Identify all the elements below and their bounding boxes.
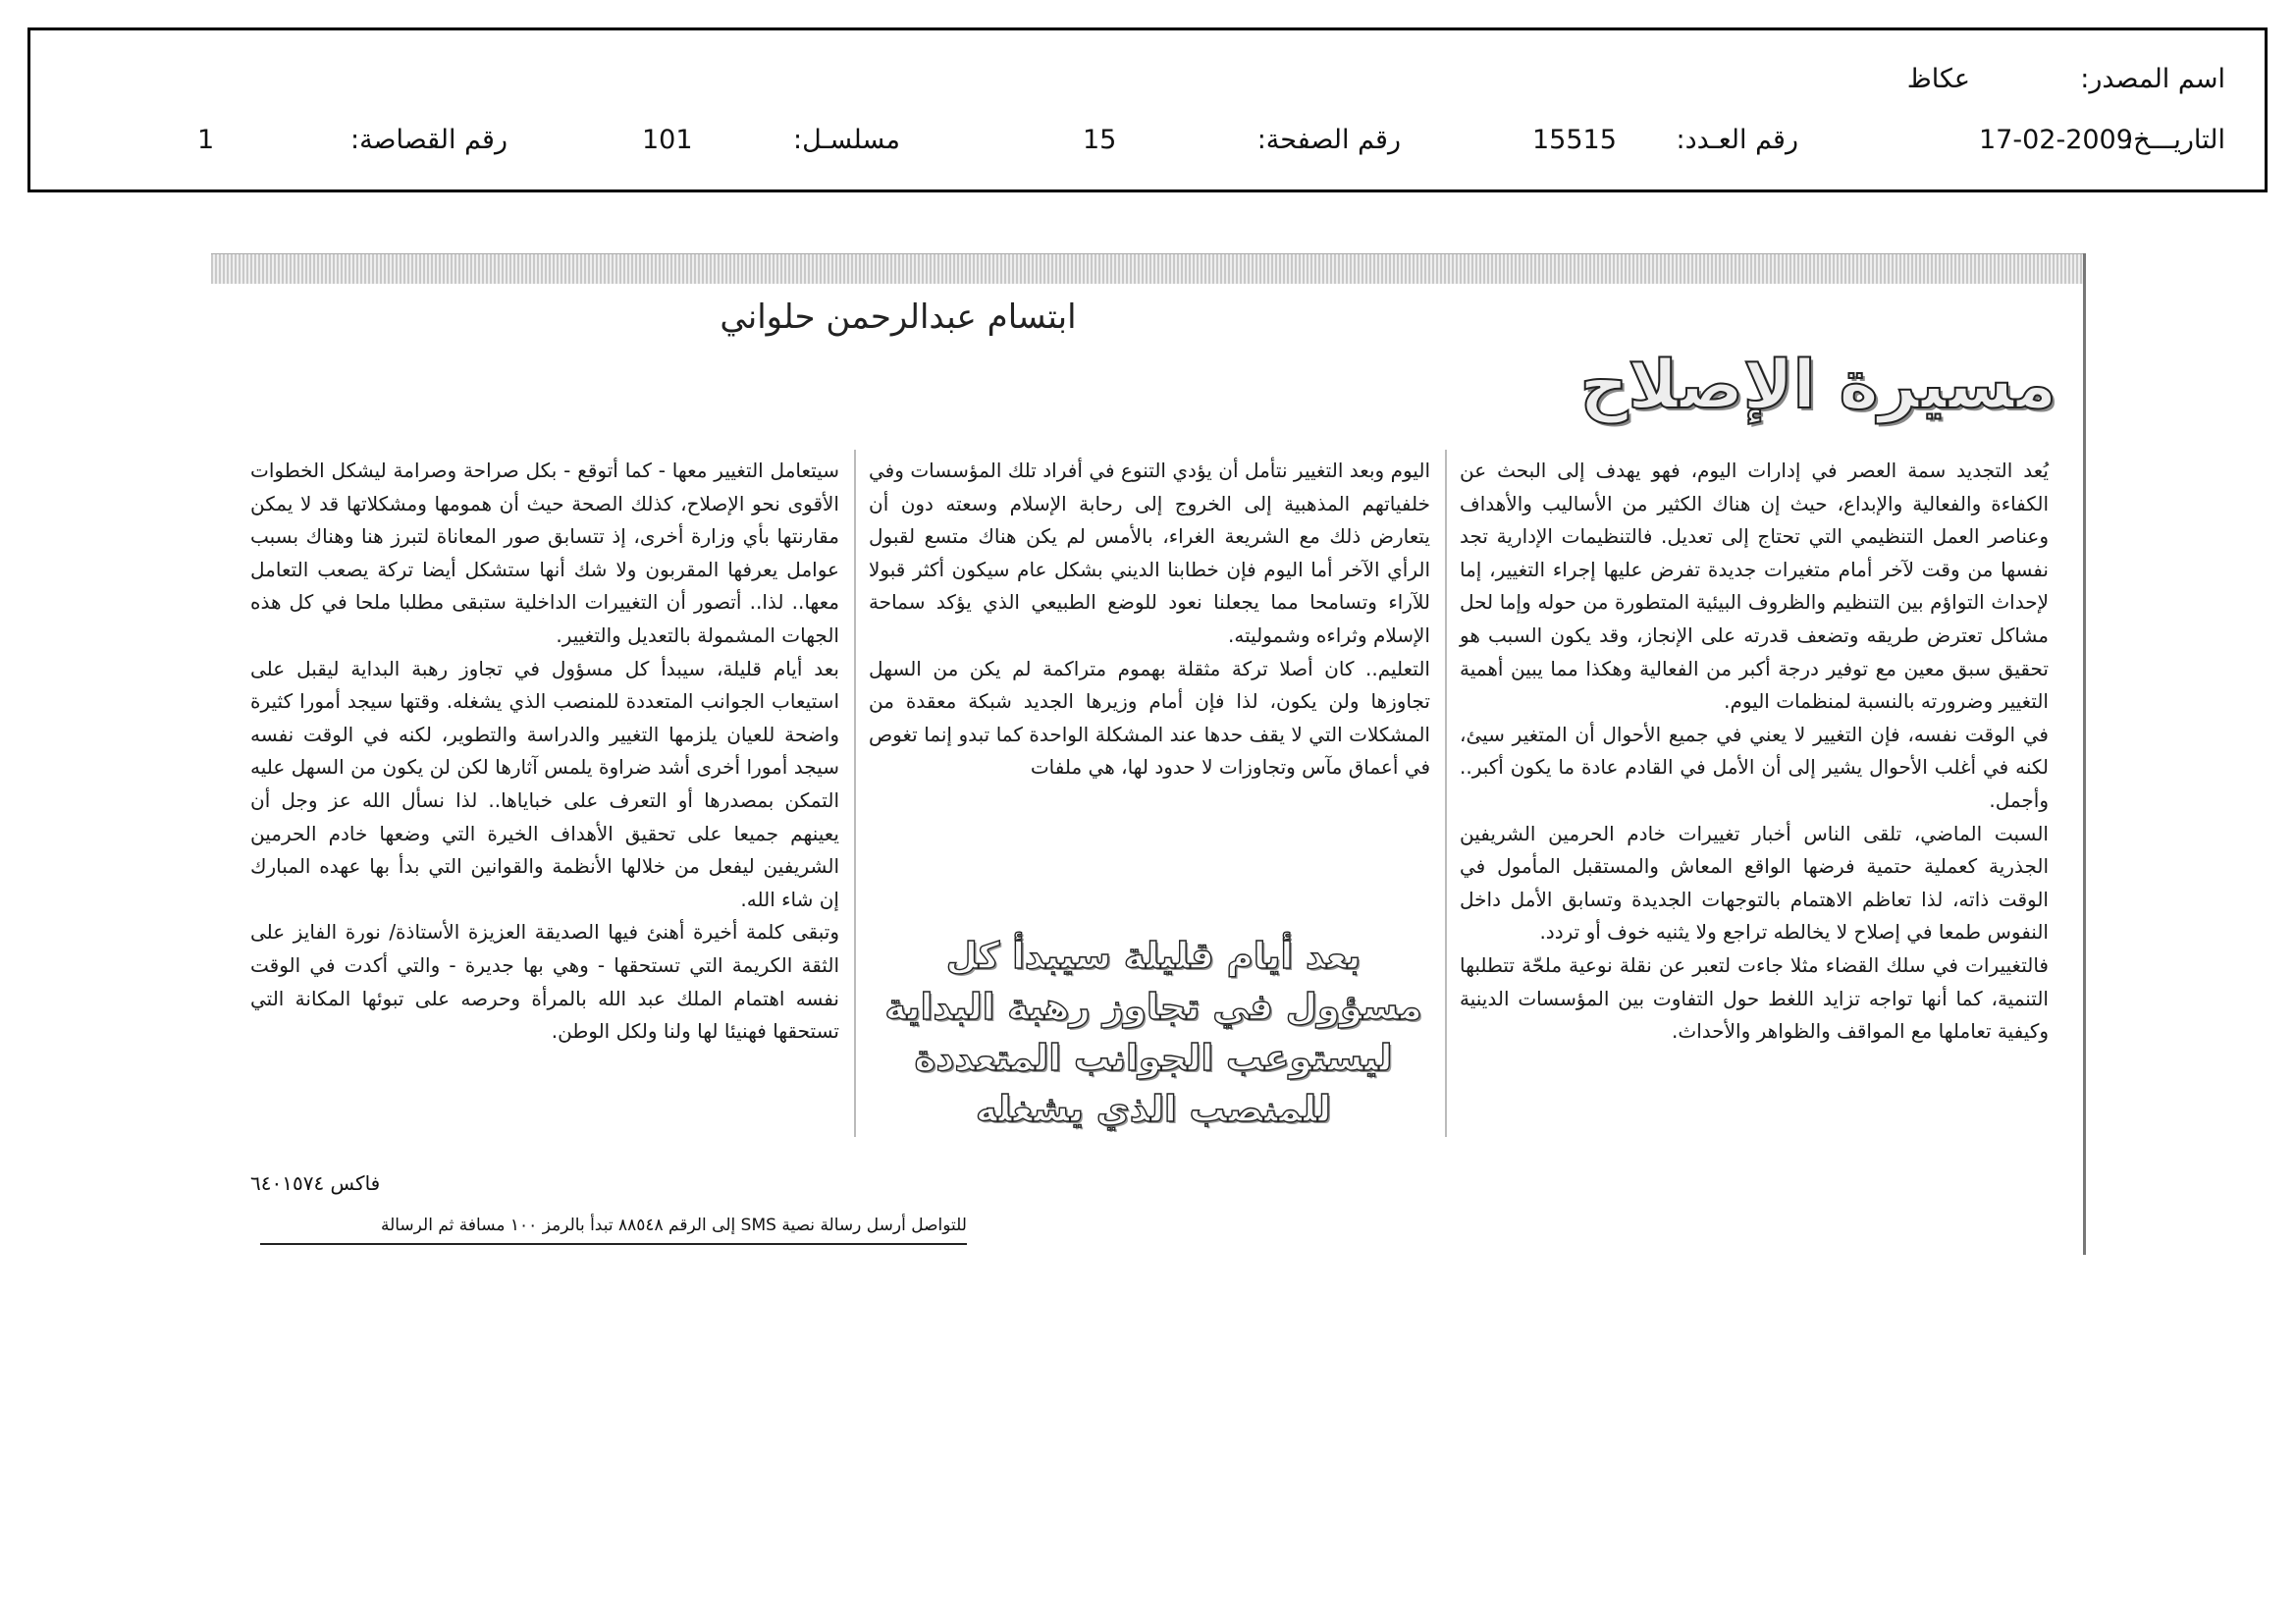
issue-label: رقم العـدد: bbox=[1676, 125, 1798, 155]
paragraph: وتبقى كلمة أخيرة أهنئ فيها الصديقة العزيزة الأستاذة/ نورة الفايز على الثقة الكريمة التي تستحقها - وهي بها جديرة - والتي أكدت في الوقت نفسه اهتمام الملك عبد الله بالمرأة وحرصه على تبوئها المكانة التي تستحقها فهنيئا لها ولنا ولكل الوطن. bbox=[250, 920, 839, 1044]
article-pullquote: بعد أيام قليلة سيبدأ كل مسؤول في تجاوز رهبة البداية ليستوعب الجوانب المتعددة للمنصب الذي يشغله bbox=[884, 935, 1422, 1130]
column-divider-left bbox=[854, 450, 856, 1137]
serial-value: 101 bbox=[642, 125, 693, 155]
paragraph: يُعد التجديد سمة العصر في إدارات اليوم، فهو يهدف إلى البحث عن الكفاءة والفعالية والإبداع، حيث إن هناك الكثير من الأساليب والأهداف وعناصر العمل التنظيمي التي تحتاج إلى تعديل. فالتنظيمات الإدارية تجد نفسها من وقت لآخر أمام متغيرات جديدة تفرض عليها إجراء التغيير، إما لإحداث التواؤم بين التنظيم والظروف البيئية المتطورة من حوله وإما لحل مشاكل تعترض طريقه وتضعف قدرته على الإنجاز، وقد يكون السبب هو تحقيق سبق معين مع توفير درجة أكبر من الفعالية وهكذا مما يبين أهمية التغيير وضرورته بالنسبة لمنظمات اليوم. bbox=[1460, 459, 2049, 714]
article-column-middle bbox=[869, 455, 1430, 785]
paragraph: السبت الماضي، تلقى الناس أخبار تغييرات خادم الحرمين الشريفين الجذرية كعملية حتمية فرضها الواقع المعاش والمستقبل المأمول في الوقت ذاته، لذا تعاظم الاهتمام بالتوجهات الجديدة وتسابق الأمل داخل النفوس طمعا في إصلاح لا يخالطه تراجع ولا يثنيه خوف أو تردد. bbox=[1460, 821, 2049, 945]
article-author: ابتسام عبدالرحمن حلواني bbox=[720, 298, 1077, 337]
paragraph: فالتغييرات في سلك القضاء مثلا جاءت لتعبر عن نقلة نوعية ملحّة تتطلبها التنمية، كما أنها تواجه تزايد اللغط حول التفاوت بين المؤسسات الدينية وكيفية تعاملها مع المواقف والظواهر والأحداث. bbox=[1460, 952, 2049, 1044]
source-value: عكاظ bbox=[1906, 64, 1970, 94]
source-label: اسم المصدر: bbox=[2080, 64, 2225, 94]
column-divider-right bbox=[1445, 450, 1447, 1137]
serial-label: مسلسـل: bbox=[792, 125, 900, 155]
paragraph: اليوم وبعد التغيير نتأمل أن يؤدي التنوع في أفراد تلك المؤسسات وفي خلفياتهم المذهبية إلى الخروج إلى رحابة الإسلام وسعته دون أن يتعارض ذلك مع الشريعة الغراء، بالأمس لم يكن هناك متسع لقبول الرأي الآخر أما اليوم فإن خطابنا الديني بشكل عام سيكون أكثر قبولا للآراء وتسامحا مما يجعلنا نعود للوضع الطبيعي الذي يؤكد سماحة الإسلام وثراءه وشموليته. bbox=[869, 459, 1430, 647]
author-fax: فاكس ٦٤٠١٥٧٤ bbox=[250, 1171, 381, 1195]
clipping-right-border bbox=[2083, 253, 2086, 1255]
info-row-details bbox=[30, 121, 2265, 160]
paragraph: سيتعامل التغيير معها - كما أتوقع - بكل صراحة وصرامة ليشكل الخطوات الأقوى نحو الإصلاح، كذلك الصحة حيث أن همومها ومشكلاتها قد لا يمكن مقارنتها بأي وزارة أخرى، إذ تتسابق صور المعاناة لتبرز هنا وهناك بسبب عوامل يعرفها المقربون ولا شك أنها ستشكل أيضا تركة يصعب التعامل معها.. لذا.. أتصور أن التغييرات الداخلية ستبقى مطلبا ملحا في كل هذه الجهات المشمولة بالتعديل والتغيير. bbox=[250, 459, 839, 647]
paragraph: في الوقت نفسه، فإن التغيير لا يعني في جميع الأحوال أن المتغير سيئ، لكنه في أغلب الأحوال يشير إلى أن الأمل في القادم عادة ما يكون أكبر.. وأجمل. bbox=[1460, 722, 2049, 812]
clip-value: 1 bbox=[197, 125, 215, 155]
document-info-box bbox=[27, 27, 2268, 192]
paragraph: التعليم.. كان أصلا تركة مثقلة بهموم متراكمة لم يكن من السهل تجاوزها ولن يكون، لذا فإن أمام وزيرها الجديد شبكة معقدة من المشكلات التي لا يقف حدها عند المشكلة الواحدة كما تبدو إنما تغوص في أعماق مآس وتجاوزات لا حدود لها، هي ملفات bbox=[869, 656, 1430, 780]
article-column-left bbox=[250, 455, 839, 1049]
info-row-source bbox=[30, 60, 2265, 99]
article-column-right bbox=[1460, 455, 2049, 1049]
issue-value: 15515 bbox=[1532, 125, 1617, 155]
clip-label: رقم القصاصة: bbox=[349, 125, 507, 155]
date-label: التاريـــخ: bbox=[2124, 125, 2225, 155]
page-label: رقم الصفحة: bbox=[1256, 125, 1401, 155]
sms-contact-line: للتواصل أرسل رسالة نصية SMS إلى الرقم ٨٨٥٤٨ تبدأ بالرمز ١٠٠ مسافة ثم الرسالة bbox=[260, 1208, 967, 1245]
page-value: 15 bbox=[1083, 125, 1117, 155]
newspaper-clipping bbox=[211, 253, 2086, 1265]
article-headline: مسيرة الإصلاح bbox=[1579, 347, 2056, 424]
date-value: 17-02-2009 bbox=[1979, 125, 2133, 155]
clipping-top-border bbox=[211, 253, 2086, 284]
paragraph: بعد أيام قليلة، سيبدأ كل مسؤول في تجاوز رهبة البداية ليقبل على استيعاب الجوانب المتعددة للمنصب الذي يشغله. وقتها سيجد أمورا كثيرة واضحة للعيان يلزمها التغيير والدراسة والتطوير، لكنه في الوقت نفسه سيجد أمورا أخرى أشد ضراوة يلمس آثارها لكن لن يكون من السهل عليه التمكن بمصدرها أو التعرف على خباياها.. لذا نسأل الله عز وجل أن يعينهم جميعا على تحقيق الأهداف الخيرة التي وضعها خادم الحرمين الشريفين ليفعل من خلالها الأنظمة والقوانين التي بدأ بها عهده المبارك إن شاء الله. bbox=[250, 656, 839, 911]
